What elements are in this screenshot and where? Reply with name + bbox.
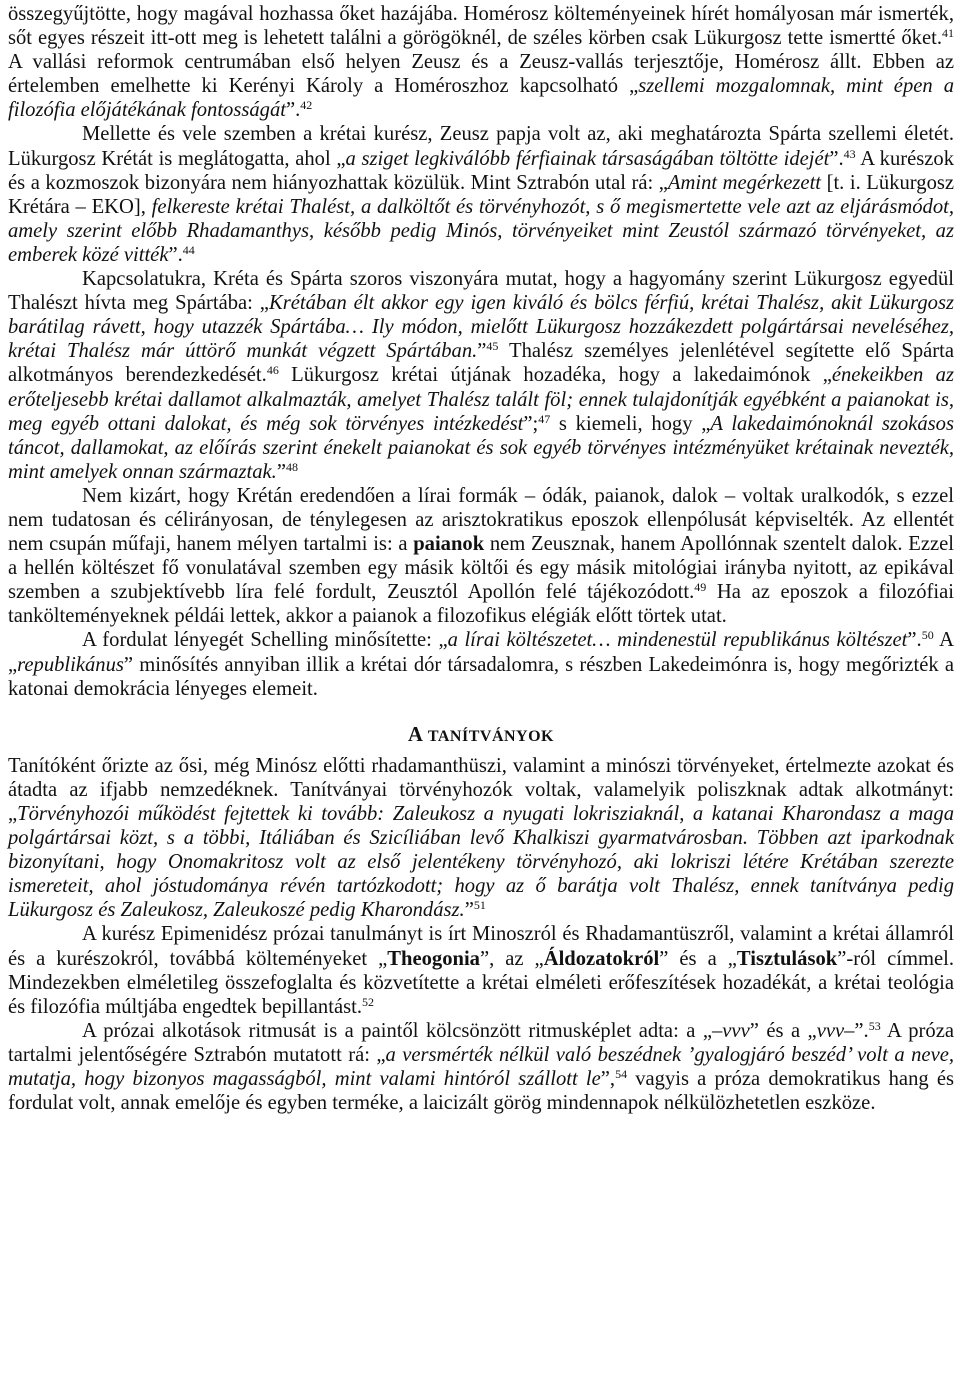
- footnote-ref-41: 41: [942, 26, 954, 41]
- text-run: ”: [464, 899, 474, 922]
- footnote-ref-42: 42: [300, 98, 313, 113]
- text-run: ”: [276, 460, 286, 483]
- footnote-ref-43: 43: [843, 146, 856, 161]
- footnote-ref-48: 48: [285, 459, 298, 474]
- text-run: nem Zeusznak, hanem Apollónnak szentelt dalok. Ezzel a hellén költészet fő vonulatával szemben egy másik költői és egy másik mitológiai irányba nyitott, az epikával szemben a szubjektívebb líra felé fordult, Zeusztól Apollón felé tájékozódott.: [8, 533, 954, 604]
- quote: a versmérték nélkül való beszédnek ’gyalogjáró beszéd’ volt a neve, mutatja, hogy bizonyos magasságból, mint valami hintóról szállott le: [8, 1043, 954, 1091]
- footnote-ref-54: 54: [615, 1067, 628, 1082]
- section-heading: [8, 723, 954, 749]
- text-run: ”.: [829, 147, 844, 170]
- text-run: A próza tartalmi jelentőségére Sztrabón mutatott rá: „: [8, 1019, 954, 1066]
- text-run: [t. i. Lükurgosz Krétára – EKO],: [8, 171, 955, 218]
- text-run: A vallási reformok centrumában első helyen Zeusz és a Zeusz-vallás terjesztője, Homérosz állt. Ebben az értelemben emelhette ki Kerényi Károly a Homéroszhoz kapcsolható „: [8, 51, 954, 98]
- text-run: ”, az „: [479, 947, 544, 970]
- text-run: ”,: [600, 1068, 616, 1091]
- text-run: ”.: [907, 629, 922, 652]
- text-run: Tanítóként őrizte az ősi, még Minósz előtti rhadamanthüszi, valamint a minószi törvényeket, értelmezte azokat és átadta az ifjabb nemzedéknek. Tanítványai törvényhozók voltak, valamelyik poliszknak adtak alkotmányt: „: [8, 754, 954, 825]
- text-run: Lükurgosz krétai útjának hozadéka, hogy a lakedaimónok „: [278, 364, 832, 387]
- quote: énekeikben az erőteljesebb krétai dallamot alkalmazták, amelyet Thalész talált föl; ennek tulajdonítják egyébként a paianokat is, meg egyéb ottani dalokat, és még sok törvényes intézkedést: [8, 364, 954, 435]
- text-run: s kiemeli, hogy „: [550, 412, 711, 435]
- paragraph-4: [8, 484, 954, 629]
- quote: –vvv: [712, 1019, 750, 1042]
- heading-initial: A: [408, 723, 428, 746]
- text-run: Ha az eposzok a filozófiai tankölteményeknek példái lettek, akkor a paianok a filozofikus elégiák előtt törtek utat.: [8, 581, 954, 628]
- text-run: ”.: [854, 1019, 869, 1042]
- footnote-ref-45: 45: [486, 339, 499, 354]
- footnote-ref-53: 53: [868, 1018, 881, 1033]
- bold-title: Áldozatokról: [543, 947, 660, 970]
- paragraph-8: [8, 1019, 954, 1115]
- bold-term: paianok: [413, 533, 485, 556]
- bold-title: Tisztulások: [736, 947, 838, 970]
- text-run: Mellette és vele szemben a krétai kurész, Zeusz papja volt az, aki meghatározta Spárta szellemi életét. Lükurgosz Krétát is meglátogatta, ahol „: [8, 123, 954, 170]
- footnote-ref-49: 49: [694, 580, 707, 595]
- text-run: Thalész személyes jelenlétével segítette elő Spárta alkotmányos berendezkedését.: [8, 340, 954, 387]
- text-run: ”.: [168, 243, 183, 266]
- quote-schelling: a lírai költészetet… mindenestül republikánus költészet: [447, 629, 908, 652]
- text-run: Nem kizárt, hogy Krétán eredendően a lírai formák – ódák, paianok, dalok – voltak uralkodók, s ezzel nem tudatosan és célirányosan, de ténylegesen az arisztokratikus eposzok ellenpólusát képviselték. Az ellentét nem csupán műfaji, hanem mélyen tartalmi is: a: [8, 484, 954, 556]
- text-run: A kurészok és a kozmoszok bizonyára nem hiányozhattak közülük. Mint Sztrabón utal rá: „: [8, 147, 954, 194]
- quote: Amint megérkezett: [667, 171, 822, 194]
- heading-smallcaps: TANÍTVÁNYOK: [427, 727, 554, 745]
- quote: a sziget legkiválóbb férfiainak társaságában töltötte idejét: [345, 147, 830, 170]
- paragraph-3: [8, 267, 954, 484]
- paragraph-1: [8, 2, 954, 122]
- footnote-ref-51: 51: [473, 898, 486, 913]
- text-run: ”;: [523, 412, 539, 435]
- quote-strabon: felkereste krétai Thalést, a dalköltőt és törvényhozót, s ő megismertette vele azt az eljárásmódot, amely szerint előbb Rhadamanthys, később pedig Minós, törvényeiket mint Zeustól származó törvényeket, az emberek közé vitték: [8, 195, 954, 266]
- paragraph-2: [8, 122, 954, 267]
- paragraph-5: [8, 628, 954, 700]
- text-run: A kurész Epimenidész prózai tanulmányt is írt Minoszról és Rhadamantüszről, valamint a krétai államról és a kurészokról, továbbá költeményeket „: [8, 923, 954, 970]
- quote: Krétában élt akkor egy igen kiváló és bölcs férfiú, krétai Thalész, akit Lükurgosz barátilag rávett, hogy utazzék Spártába… Ily módon, mielőtt Lükurgosz hozzákezdett polgártársai neveléséhez, krétai Thalész már úttörő munkát végzett Spártában.: [8, 292, 954, 363]
- text-run: A „: [8, 629, 954, 676]
- text-run: A prózai alkotások ritmusát is a paintől kölcsönzött ritmusképlet adta: a „: [82, 1019, 712, 1042]
- text-run: összegyűjtötte, hogy magával hozhassa őket hazájába. Homérosz költeményeinek hírét homályosan már ismerték, sőt egyes részeit itt-ott meg is lehetett találni a görögöknél, de széles körben csak Lükurgosz tette ismertté őket.: [8, 3, 954, 50]
- text-run: ”.: [286, 99, 301, 122]
- quote: Törvényhozói működést fejtettek ki tovább: Zaleukosz a nyugati lokrisziaknál, a katanai Kharondasz a maga polgártársai közt, s a többi, Itáliában és Szicíliában levő Khalkiszi gyarmatvárosban. Többen azt iparkodnak bizonyítani, hogy Onomakritosz volt az első jelentékeny törvényhozó, aki lokriszi létére Krétában szerezte ismereteit, ahol jóstudománya révén tartózkodott; hogy az ő barátja volt Thalész, ennek tanítványa pedig Lükurgosz és Zaleukosz, Zaleukoszé pedig Kharondász.: [8, 803, 954, 922]
- footnote-ref-47: 47: [538, 411, 551, 426]
- paragraph-7: [8, 922, 954, 1018]
- quote: republikánus: [17, 653, 124, 676]
- footnote-ref-44: 44: [182, 242, 195, 257]
- text-run: ” minősítés annyiban illik a krétai dór társadalomra, s részben Lakedeimónra is, hogy megőrizték a katonai demokrácia lényeges elemeit.: [8, 653, 954, 700]
- quote: vvv–: [816, 1019, 855, 1042]
- quote: A lakedaimónoknál szokásos táncot, dallamokat, az előírás szerint énekelt paianokat és sok egyéb törvényes intézményüket krétainak nevezték, mint amelyek onnan származtak.: [8, 412, 954, 483]
- footnote-ref-50: 50: [921, 628, 934, 643]
- text-run: ” és a „: [749, 1019, 817, 1042]
- text-run: ” és a „: [659, 947, 737, 970]
- text-run: ”: [477, 340, 487, 363]
- text-run: ”-ról címmel. Mindezekben elméletileg összefoglalta és közvetítette a krétai elméleti erőfeszítések hozadékát, a krétai teológia és filozófia múltjába engedtek bepillantást.: [8, 947, 955, 1018]
- text-run: vagyis a próza demokratikus hang és fordulat volt, annak emelője és egyben terméke, a laicizált görög mindennapok nélkülözhetetlen eszköze.: [8, 1068, 954, 1115]
- paragraph-6: [8, 754, 954, 923]
- text-run: A fordulat lényegét Schelling minősítette: „: [82, 629, 448, 652]
- text-run: Kapcsolatukra, Kréta és Spárta szoros viszonyára mutat, hogy a hagyomány szerint Lükurgosz egyedül Thalészt hívta meg Spártába: „: [8, 268, 954, 315]
- quote-kerenyi: szellemi mozgalomnak, mint épen a filozófia előjátékának fontosságát: [8, 75, 954, 122]
- footnote-ref-52: 52: [361, 994, 374, 1009]
- footnote-ref-46: 46: [266, 363, 279, 378]
- bold-title: Theogonia: [387, 947, 480, 970]
